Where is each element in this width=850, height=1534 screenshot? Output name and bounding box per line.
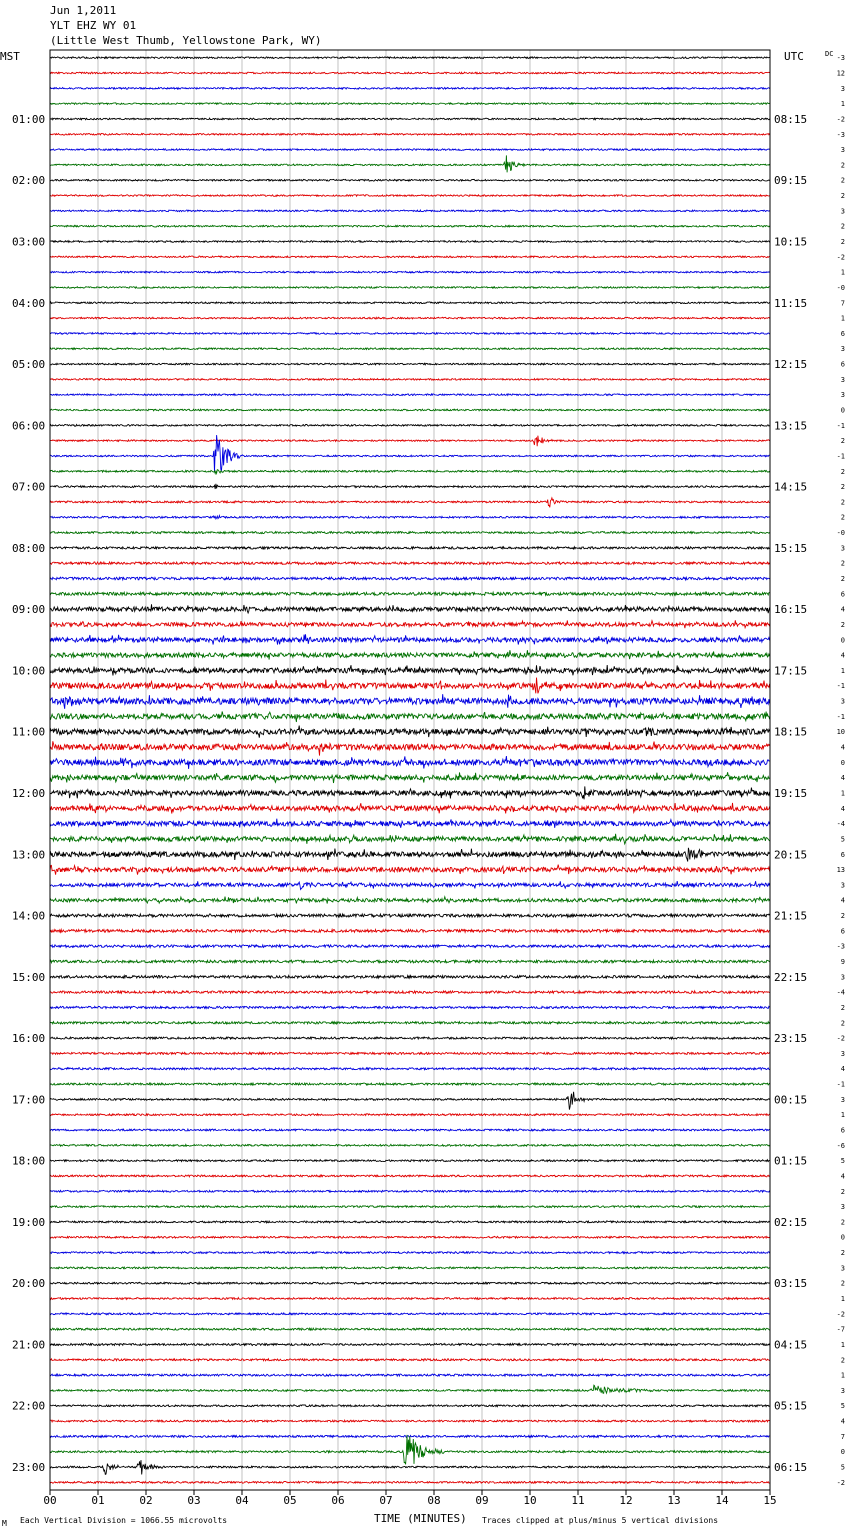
dc-offset-81: 1 xyxy=(840,1295,845,1304)
trace-line-60 xyxy=(50,976,770,979)
utc-label-18:15: 18:15 xyxy=(774,725,808,739)
trace-line-49 xyxy=(50,803,770,814)
mst-label-14:00: 14:00 xyxy=(12,909,46,923)
dc-offset-93: -2 xyxy=(836,1478,845,1487)
dc-offset-22: 3 xyxy=(840,391,845,400)
trace-line-43 xyxy=(50,712,770,723)
dc-offset-21: 3 xyxy=(840,375,845,384)
trace-line-61 xyxy=(50,991,770,993)
mst-label-03:00: 03:00 xyxy=(12,235,46,249)
mst-label-18:00: 18:00 xyxy=(12,1154,46,1168)
x-tick-label-11: 11 xyxy=(571,1494,585,1507)
utc-label-16:15: 16:15 xyxy=(774,603,808,617)
trace-line-12 xyxy=(50,241,770,243)
dc-offset-4: -2 xyxy=(836,115,845,124)
utc-label-19:15: 19:15 xyxy=(774,786,808,800)
mst-label-15:00: 15:00 xyxy=(12,970,46,984)
trace-line-44 xyxy=(50,726,770,738)
dc-offset-73: 4 xyxy=(840,1172,845,1181)
x-tick-label-08: 08 xyxy=(427,1494,441,1507)
trace-line-31 xyxy=(50,532,770,534)
dc-offset-59: 9 xyxy=(840,957,845,966)
seismogram-traces xyxy=(50,57,770,1483)
trace-line-16 xyxy=(50,302,770,304)
trace-line-35 xyxy=(50,592,770,595)
x-tick-label-07: 07 xyxy=(379,1494,393,1507)
trace-line-10 xyxy=(50,210,770,212)
dc-offset-76: 2 xyxy=(840,1218,845,1227)
utc-label-09:15: 09:15 xyxy=(774,174,808,188)
utc-label-23:15: 23:15 xyxy=(774,1032,808,1046)
utc-label-21:15: 21:15 xyxy=(774,909,808,923)
dc-offset-51: 5 xyxy=(840,835,845,844)
mst-label-08:00: 08:00 xyxy=(12,541,46,555)
trace-line-32 xyxy=(50,547,770,549)
trace-line-8 xyxy=(50,179,770,181)
dc-offset-92: 5 xyxy=(840,1463,845,1472)
trace-line-56 xyxy=(50,914,770,917)
trace-line-71 xyxy=(50,1144,770,1146)
trace-line-17 xyxy=(50,317,770,319)
trace-line-87 xyxy=(50,1385,770,1393)
trace-line-25 xyxy=(50,436,770,447)
trace-line-80 xyxy=(50,1282,770,1284)
trace-line-76 xyxy=(50,1221,770,1223)
trace-line-89 xyxy=(50,1420,770,1422)
dc-offset-43: -1 xyxy=(836,712,845,721)
utc-label-08:15: 08:15 xyxy=(774,112,808,126)
dc-offset-83: -7 xyxy=(836,1325,845,1334)
trace-line-77 xyxy=(50,1236,770,1238)
dc-offset-8: 2 xyxy=(840,176,845,185)
trace-line-21 xyxy=(50,379,770,381)
dc-offset-30: 2 xyxy=(840,513,845,522)
mst-label-12:00: 12:00 xyxy=(12,786,46,800)
trace-line-93 xyxy=(50,1481,770,1483)
trace-line-67 xyxy=(50,1083,770,1085)
trace-line-34 xyxy=(50,577,770,580)
dc-offset-9: 2 xyxy=(840,192,845,201)
utc-hour-labels xyxy=(774,113,807,1474)
dc-offset-36: 4 xyxy=(840,605,845,614)
dc-offset-65: 3 xyxy=(840,1049,845,1058)
dc-offset-37: 2 xyxy=(840,620,845,629)
dc-offset-0: -3 xyxy=(836,54,845,63)
trace-line-83 xyxy=(50,1328,770,1330)
station-code: YLT EHZ WY 01 xyxy=(50,19,137,32)
trace-line-40 xyxy=(50,665,770,675)
trace-line-22 xyxy=(50,394,770,396)
dc-offset-32: 3 xyxy=(840,544,845,553)
dc-offset-70: 6 xyxy=(840,1126,845,1135)
trace-line-24 xyxy=(50,425,770,427)
dc-offset-64: -2 xyxy=(836,1034,845,1043)
trace-line-5 xyxy=(50,134,770,136)
utc-label-13:15: 13:15 xyxy=(774,419,808,433)
dc-offset-88: 5 xyxy=(840,1402,845,1411)
trace-line-41 xyxy=(50,678,770,694)
dc-offset-58: -3 xyxy=(836,942,845,951)
dc-offset-62: 2 xyxy=(840,1003,845,1012)
dc-offset-52: 6 xyxy=(840,850,845,859)
mst-label-06:00: 06:00 xyxy=(12,419,46,433)
dc-offset-40: 1 xyxy=(840,666,845,675)
trace-line-30 xyxy=(50,516,770,519)
dc-offset-69: 1 xyxy=(840,1111,845,1120)
trace-line-18 xyxy=(50,333,770,335)
plot-date: Jun 1,2011 xyxy=(50,4,117,17)
dc-offset-49: 4 xyxy=(840,804,845,813)
utc-label-06:15: 06:15 xyxy=(774,1461,808,1475)
dc-offset-63: 2 xyxy=(840,1019,845,1028)
x-tick-label-05: 05 xyxy=(283,1494,297,1507)
trace-line-11 xyxy=(50,225,770,227)
dc-offset-90: 7 xyxy=(840,1432,845,1441)
x-tick-label-06: 06 xyxy=(331,1494,345,1507)
mst-label-11:00: 11:00 xyxy=(12,725,46,739)
trace-line-42 xyxy=(50,694,770,709)
trace-line-36 xyxy=(50,604,770,613)
trace-line-81 xyxy=(50,1298,770,1300)
trace-line-53 xyxy=(50,865,770,875)
mst-label-21:00: 21:00 xyxy=(12,1338,46,1352)
mst-label-01:00: 01:00 xyxy=(12,112,46,126)
trace-line-46 xyxy=(50,756,770,769)
dc-offset-68: 3 xyxy=(840,1095,845,1104)
mst-label-02:00: 02:00 xyxy=(12,174,46,188)
x-axis-ticks xyxy=(43,1490,776,1507)
dc-offset-89: 4 xyxy=(840,1417,845,1426)
trace-line-91 xyxy=(50,1435,770,1464)
dc-offset-15: -0 xyxy=(836,283,845,292)
dc-offset-54: 3 xyxy=(840,881,845,890)
dc-offset-28: 2 xyxy=(840,483,845,492)
trace-line-33 xyxy=(50,562,770,564)
dc-offset-74: 2 xyxy=(840,1187,845,1196)
trace-line-3 xyxy=(50,103,770,105)
dc-offset-87: 3 xyxy=(840,1386,845,1395)
trace-line-23 xyxy=(50,409,770,411)
trace-line-58 xyxy=(50,945,770,948)
utc-label-14:15: 14:15 xyxy=(774,480,808,494)
trace-line-48 xyxy=(50,786,770,799)
vertical-grid xyxy=(98,50,722,1490)
utc-label-15:15: 15:15 xyxy=(774,541,808,555)
trace-line-4 xyxy=(50,118,770,120)
trace-line-92 xyxy=(50,1460,770,1474)
dc-offset-86: 1 xyxy=(840,1371,845,1380)
trace-line-1 xyxy=(50,72,770,74)
clip-note: Traces clipped at plus/minus 5 vertical divisions xyxy=(482,1516,719,1525)
dc-offset-5: -3 xyxy=(836,130,845,139)
dc-offset-82: -2 xyxy=(836,1310,845,1319)
dc-offset-50: -4 xyxy=(836,820,845,829)
trace-line-39 xyxy=(50,650,770,659)
dc-offset-6: 3 xyxy=(840,146,845,155)
mst-label-19:00: 19:00 xyxy=(12,1215,46,1229)
dc-offset-7: 2 xyxy=(840,161,845,170)
trace-line-72 xyxy=(50,1160,770,1162)
trace-line-54 xyxy=(50,881,770,889)
dc-offset-75: 3 xyxy=(840,1203,845,1212)
dc-offset-84: 1 xyxy=(840,1340,845,1349)
dc-offset-46: 0 xyxy=(840,758,845,767)
trace-line-65 xyxy=(50,1052,770,1054)
dc-offset-10: 3 xyxy=(840,207,845,216)
utc-label-01:15: 01:15 xyxy=(774,1154,808,1168)
trace-line-70 xyxy=(50,1129,770,1131)
utc-label-05:15: 05:15 xyxy=(774,1399,808,1413)
x-tick-label-09: 09 xyxy=(475,1494,489,1507)
trace-line-29 xyxy=(50,498,770,507)
utc-label-22:15: 22:15 xyxy=(774,970,808,984)
dc-offset-1: 12 xyxy=(836,69,845,78)
trace-line-88 xyxy=(50,1405,770,1407)
trace-line-86 xyxy=(50,1374,770,1376)
plot-frame xyxy=(50,50,770,1490)
dc-column-label: DC xyxy=(825,50,834,58)
dc-offset-16: 7 xyxy=(840,299,845,308)
trace-line-37 xyxy=(50,620,770,628)
corner-mark: M xyxy=(2,1519,7,1528)
dc-offset-80: 2 xyxy=(840,1279,845,1288)
dc-offset-labels xyxy=(837,54,845,1487)
dc-offset-27: 2 xyxy=(840,467,845,476)
dc-offset-14: 1 xyxy=(840,268,845,277)
x-tick-label-10: 10 xyxy=(523,1494,537,1507)
dc-offset-79: 3 xyxy=(840,1264,845,1273)
dc-offset-25: 2 xyxy=(840,437,845,446)
utc-label-20:15: 20:15 xyxy=(774,848,808,862)
trace-line-50 xyxy=(50,819,770,828)
trace-line-45 xyxy=(50,741,770,755)
utc-label-03:15: 03:15 xyxy=(774,1277,808,1291)
trace-line-68 xyxy=(50,1092,770,1110)
dc-offset-41: -1 xyxy=(836,682,845,691)
mst-label-10:00: 10:00 xyxy=(12,664,46,678)
utc-label-00:15: 00:15 xyxy=(774,1093,808,1107)
trace-line-78 xyxy=(50,1252,770,1254)
dc-offset-66: 4 xyxy=(840,1065,845,1074)
dc-offset-77: 0 xyxy=(840,1233,845,1242)
utc-label-12:15: 12:15 xyxy=(774,358,808,372)
trace-line-28 xyxy=(50,484,770,489)
station-location: (Little West Thumb, Yellowstone Park, WY) xyxy=(50,34,322,47)
dc-offset-12: 2 xyxy=(840,237,845,246)
mst-label-13:00: 13:00 xyxy=(12,848,46,862)
trace-line-84 xyxy=(50,1344,770,1346)
trace-line-63 xyxy=(50,1022,770,1024)
x-tick-label-01: 01 xyxy=(91,1494,105,1507)
dc-offset-34: 2 xyxy=(840,575,845,584)
dc-offset-85: 2 xyxy=(840,1356,845,1365)
trace-line-85 xyxy=(50,1359,770,1361)
scale-note: Each Vertical Division = 1066.55 microvolts xyxy=(20,1516,228,1525)
dc-offset-55: 4 xyxy=(840,896,845,905)
dc-offset-33: 2 xyxy=(840,559,845,568)
dc-offset-24: -1 xyxy=(836,421,845,430)
trace-line-69 xyxy=(50,1114,770,1116)
x-tick-label-14: 14 xyxy=(715,1494,729,1507)
trace-line-51 xyxy=(50,834,770,844)
mst-label-09:00: 09:00 xyxy=(12,603,46,617)
dc-offset-53: 13 xyxy=(836,866,845,875)
dc-offset-56: 2 xyxy=(840,912,845,921)
dc-offset-17: 1 xyxy=(840,314,845,323)
trace-line-15 xyxy=(50,287,770,289)
mst-label-20:00: 20:00 xyxy=(12,1277,46,1291)
utc-axis-label: UTC xyxy=(784,50,804,63)
trace-line-38 xyxy=(50,634,770,644)
dc-offset-31: -0 xyxy=(836,529,845,538)
mst-label-17:00: 17:00 xyxy=(12,1093,46,1107)
trace-line-62 xyxy=(50,1006,770,1008)
mst-label-05:00: 05:00 xyxy=(12,358,46,372)
dc-offset-67: -1 xyxy=(836,1080,845,1089)
dc-offset-35: 6 xyxy=(840,590,845,599)
trace-line-82 xyxy=(50,1313,770,1315)
trace-line-79 xyxy=(50,1267,770,1269)
dc-offset-48: 1 xyxy=(840,789,845,798)
dc-offset-57: 6 xyxy=(840,927,845,936)
dc-offset-20: 6 xyxy=(840,360,845,369)
trace-line-57 xyxy=(50,930,770,933)
dc-offset-71: -6 xyxy=(836,1141,845,1150)
dc-offset-29: 2 xyxy=(840,498,845,507)
dc-offset-26: -1 xyxy=(836,452,845,461)
trace-line-2 xyxy=(50,88,770,90)
dc-offset-19: 3 xyxy=(840,345,845,354)
dc-offset-38: 0 xyxy=(840,636,845,645)
mst-label-16:00: 16:00 xyxy=(12,1032,46,1046)
dc-offset-45: 4 xyxy=(840,743,845,752)
x-tick-label-04: 04 xyxy=(235,1494,249,1507)
dc-offset-91: 0 xyxy=(840,1448,845,1457)
dc-offset-44: 10 xyxy=(836,728,845,737)
trace-line-59 xyxy=(50,960,770,963)
dc-offset-3: 1 xyxy=(840,100,845,109)
dc-offset-2: 3 xyxy=(840,84,845,93)
trace-line-64 xyxy=(50,1037,770,1039)
dc-offset-78: 2 xyxy=(840,1249,845,1258)
trace-line-19 xyxy=(50,348,770,350)
dc-offset-18: 6 xyxy=(840,329,845,338)
trace-line-52 xyxy=(50,848,770,862)
trace-line-9 xyxy=(50,195,770,197)
dc-offset-42: 3 xyxy=(840,697,845,706)
x-axis-title: TIME (MINUTES) xyxy=(374,1512,467,1525)
dc-offset-11: 2 xyxy=(840,222,845,231)
dc-offset-72: 5 xyxy=(840,1157,845,1166)
trace-line-47 xyxy=(50,772,770,783)
trace-line-27 xyxy=(50,470,770,474)
x-tick-label-15: 15 xyxy=(763,1494,777,1507)
trace-line-13 xyxy=(50,256,770,258)
utc-label-02:15: 02:15 xyxy=(774,1215,808,1229)
trace-line-55 xyxy=(50,897,770,904)
mst-label-07:00: 07:00 xyxy=(12,480,46,494)
dc-offset-23: 0 xyxy=(840,406,845,415)
x-tick-label-02: 02 xyxy=(139,1494,153,1507)
trace-line-7 xyxy=(50,155,770,172)
trace-line-66 xyxy=(50,1068,770,1070)
trace-line-20 xyxy=(50,363,770,365)
trace-line-14 xyxy=(50,271,770,273)
utc-label-17:15: 17:15 xyxy=(774,664,808,678)
utc-label-10:15: 10:15 xyxy=(774,235,808,249)
utc-label-04:15: 04:15 xyxy=(774,1338,808,1352)
trace-line-6 xyxy=(50,149,770,151)
mst-label-23:00: 23:00 xyxy=(12,1461,46,1475)
mst-label-04:00: 04:00 xyxy=(12,296,46,310)
trace-line-75 xyxy=(50,1206,770,1208)
trace-line-73 xyxy=(50,1175,770,1177)
mst-axis-label: MST xyxy=(0,50,20,63)
dc-offset-60: 3 xyxy=(840,973,845,982)
mst-label-22:00: 22:00 xyxy=(12,1399,46,1413)
x-tick-label-00: 00 xyxy=(43,1494,57,1507)
trace-line-0 xyxy=(50,57,770,59)
x-tick-label-03: 03 xyxy=(187,1494,201,1507)
dc-offset-13: -2 xyxy=(836,253,845,262)
dc-offset-47: 4 xyxy=(840,774,845,783)
utc-label-11:15: 11:15 xyxy=(774,296,808,310)
x-tick-label-13: 13 xyxy=(667,1494,681,1507)
mst-hour-labels xyxy=(12,113,45,1474)
trace-line-74 xyxy=(50,1190,770,1192)
dc-offset-61: -4 xyxy=(836,988,845,997)
x-tick-label-12: 12 xyxy=(619,1494,633,1507)
dc-offset-39: 4 xyxy=(840,651,845,660)
